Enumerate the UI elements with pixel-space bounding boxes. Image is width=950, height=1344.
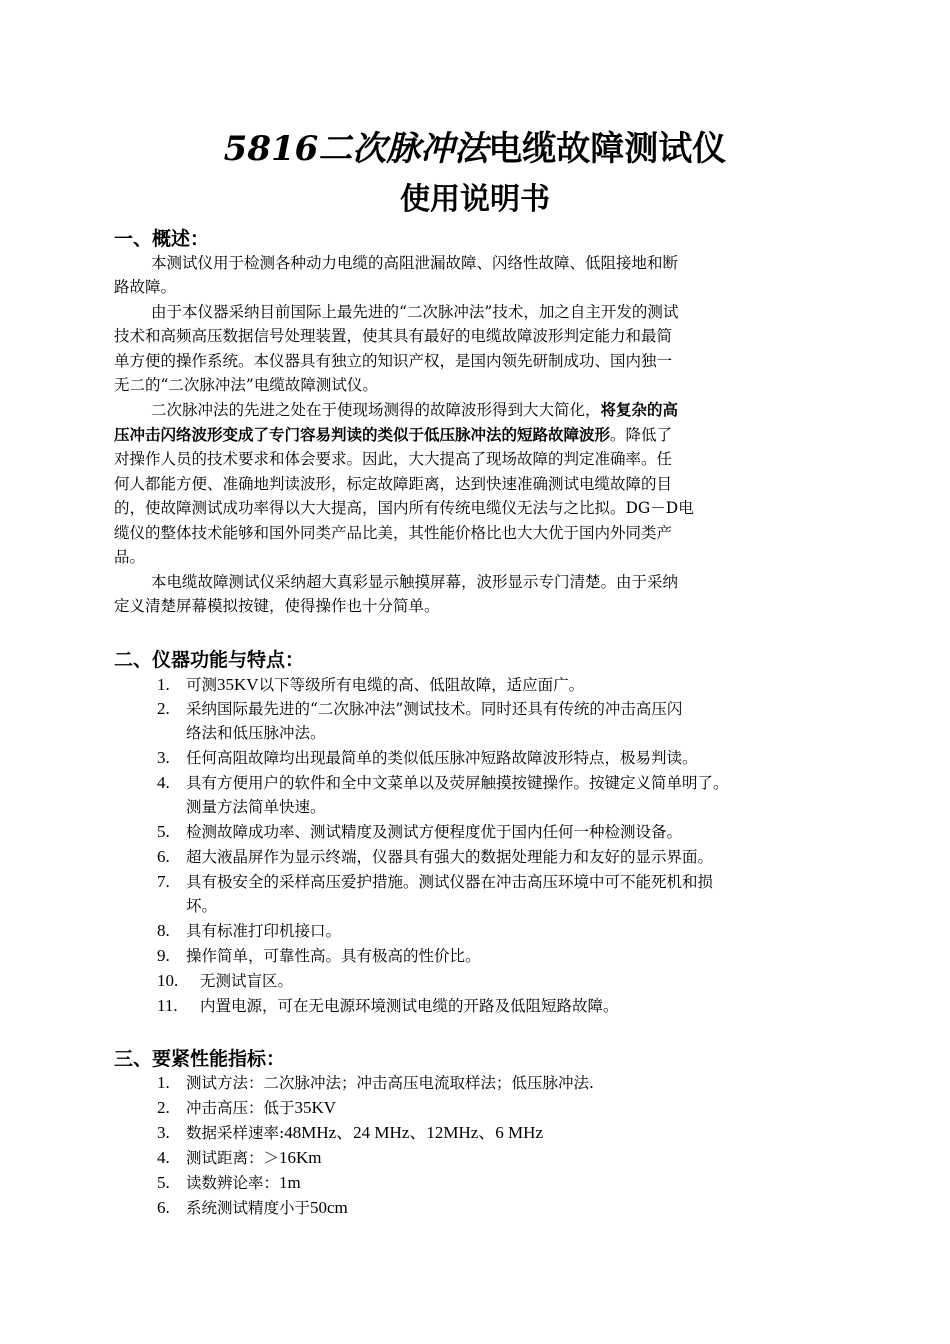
list-number: 5.: [157, 1173, 170, 1192]
title-normal-part: 电缆故障测试仪: [488, 129, 727, 169]
list-number: 3.: [157, 748, 170, 767]
spec-value: 1m: [279, 1173, 301, 1192]
paragraph-line: 技术和高频高压数据信号处理装置，使其具有最好的电缆故障波形判定能力和最简: [114, 327, 673, 345]
spec-value: 50cm: [310, 1198, 348, 1217]
section2-heading: 二、仪器功能与特点：: [114, 649, 305, 671]
paragraph-line: 对操作人员的技术要求和体会要求。因此，大大提高了现场故障的判定准确率。任: [114, 450, 673, 468]
paragraph-text: 。降低了: [610, 426, 673, 444]
list-item: 具有标准打印机接口。: [186, 922, 342, 940]
list-item: 采纳国际最先进的“二次脉冲法”测试技术。同时还具有传统的冲击高压闪: [186, 700, 683, 718]
list-item: [186, 673, 584, 697]
list-item: 无测试盲区。: [200, 972, 294, 990]
list-number: 8.: [157, 921, 170, 940]
list-number: 2.: [157, 1098, 170, 1117]
title-italic-part: 5816二次脉冲法: [223, 129, 489, 169]
list-item: 任何高阻故障均出现最简单的类似低压脉冲短路故障波形特点，极易判读。: [186, 749, 698, 767]
document-title: [0, 124, 950, 174]
list-item-text: 以下等级所有电缆的高、低阻故障，适应面广。: [258, 676, 585, 694]
spec-item: [186, 1171, 301, 1195]
paragraph-line: 何人都能方便、准确地判读波形，标定故障距离，达到快速准确测试电缆故障的目: [114, 475, 673, 493]
list-item-continuation: 测量方法简单快速。: [186, 798, 326, 816]
list-number: 6.: [157, 1198, 170, 1217]
spec-value: 16Km: [279, 1148, 322, 1167]
list-number: 4.: [157, 773, 170, 792]
list-item: 超大液晶屏作为显示终端，仪器具有强大的数据处理能力和友好的显示界面。: [186, 848, 714, 866]
spec-item: [186, 1121, 543, 1145]
bold-emphasis: 将复杂的高: [600, 400, 679, 419]
spec-item: [186, 1196, 348, 1220]
list-number: 10.: [157, 971, 179, 990]
list-item: 操作简单，可靠性高。具有极高的性价比。: [186, 947, 481, 965]
spec-label: 测试距离：＞: [186, 1149, 280, 1167]
paragraph-text: 二次脉冲法的先进之处在于使现场测得的故障波形得到大大简化，: [151, 401, 601, 419]
spec-label: 读数辨论率：: [186, 1174, 280, 1192]
paragraph-line: 品。: [114, 548, 146, 566]
paragraph-line: 的，使故障测试成功率得以大大提高，国内所有传统电缆仪无法与之比拟。DG－D电: [114, 499, 694, 517]
paragraph-line: 单方便的操作系统。本仪器具有独立的知识产权，是国内领先研制成功、国内独一: [114, 352, 673, 370]
paragraph-line: 路故障。: [114, 278, 177, 296]
list-number: 1.: [157, 1073, 170, 1092]
list-number: 9.: [157, 946, 170, 965]
list-item-continuation: 络法和低压脉冲法。: [186, 724, 326, 742]
section1-heading: 一、概述：: [114, 228, 210, 250]
spec-item: 测试方法：二次脉冲法；冲击高压电流取样法；低压脉冲法.: [186, 1074, 594, 1092]
spec-label: 数据采样速率:: [186, 1124, 285, 1142]
list-number: 11.: [157, 996, 178, 1015]
paragraph-line: 缆仪的整体技术能够和国外同类产品比美，其性能价格比也大大优于国内外同类产: [114, 524, 673, 542]
list-number: 4.: [157, 1148, 170, 1167]
spec-value: 35KV: [294, 1098, 337, 1117]
spec-label: 系统测试精度小于: [186, 1199, 311, 1217]
spec-value: 48MHz、24 MHz、12MHz、6 MHz: [284, 1123, 543, 1142]
list-item-text: 可测: [186, 676, 218, 694]
list-number: 5.: [157, 822, 170, 841]
paragraph-line: [151, 398, 678, 422]
list-item: 具有方便用户的软件和全中文菜单以及荧屏触摸按键操作。按键定义简单明了。: [186, 774, 729, 792]
spec-item: [186, 1096, 336, 1120]
list-number: 3.: [157, 1123, 170, 1142]
list-item: 内置电源，可在无电源环境测试电缆的开路及低阻短路故障。: [200, 997, 619, 1015]
bold-emphasis: 压冲击闪络波形变成了专门容易判读的类似于低压脉冲法的短路故障波形: [114, 425, 611, 444]
paragraph-line: 定义清楚屏幕模拟按键，使得操作也十分简单。: [114, 597, 440, 615]
paragraph-line: 本电缆故障测试仪采纳超大真彩显示触摸屏幕，波形显示专门清楚。由于采纳: [151, 573, 679, 591]
spec-label: 冲击高压：低于: [186, 1099, 295, 1117]
list-item-continuation: 坏。: [186, 897, 218, 915]
list-number: 6.: [157, 847, 170, 866]
list-number: 2.: [157, 699, 170, 718]
paragraph-line: [114, 423, 672, 447]
spec-item: [186, 1146, 322, 1170]
document-subtitle: 使用说明书: [400, 182, 550, 217]
paragraph-line: 由于本仪器采纳目前国际上最先进的“二次脉冲法”技术，加之自主开发的测试: [151, 303, 679, 321]
section3-heading: 三、要紧性能指标：: [114, 1048, 286, 1070]
list-item: 具有极安全的采样高压爱护措施。测试仪器在冲击高压环境中可不能死机和损: [186, 873, 714, 891]
list-item: 检测故障成功率、测试精度及测试方便程度优于国内任何一种检测设备。: [186, 823, 683, 841]
list-item-value: 35KV: [217, 675, 259, 694]
list-number: 1.: [157, 675, 170, 694]
paragraph-line: 本测试仪用于检测各种动力电缆的高阻泄漏故障、闪络性故障、低阻接地和断: [151, 254, 679, 272]
list-number: 7.: [157, 872, 170, 891]
paragraph-line: 无二的“二次脉冲法”电缆故障测试仪。: [114, 376, 378, 394]
